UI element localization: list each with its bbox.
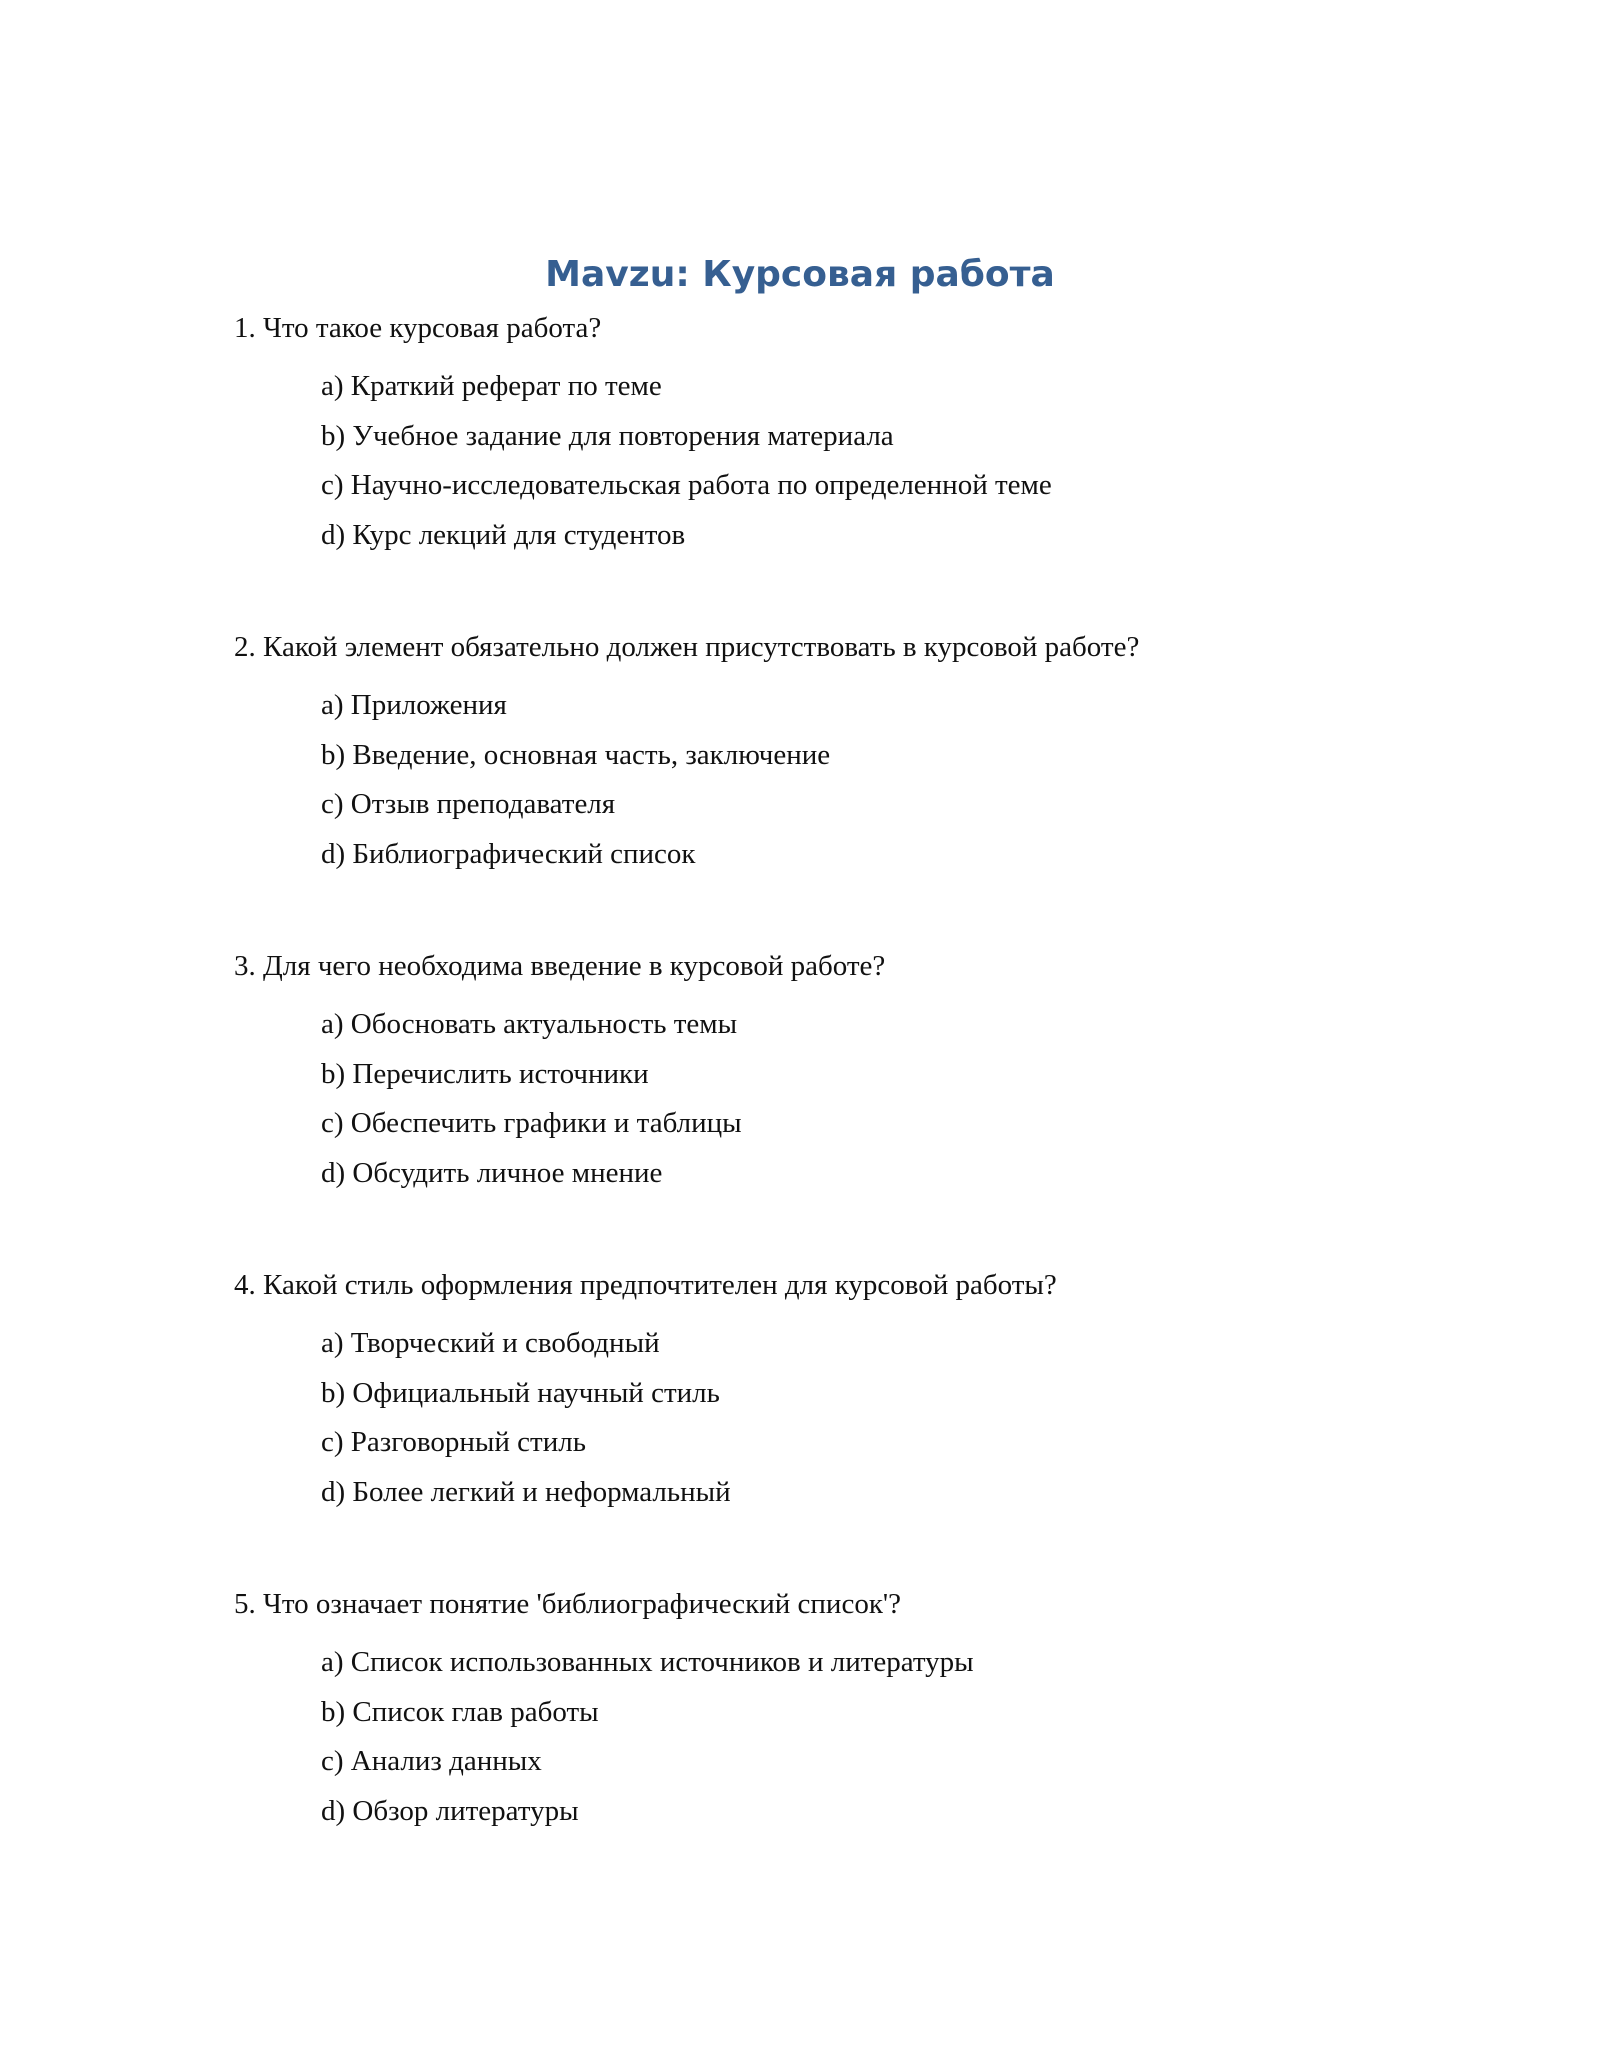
question-text: 5. Что означает понятие 'библиографический список'? <box>234 1588 902 1620</box>
answer-options <box>234 1000 1434 1198</box>
answer-option-d: d) Более легкий и неформальный <box>321 1475 731 1508</box>
answer-option-c: c) Разговорный стиль <box>321 1426 586 1458</box>
answer-option-d: d) Обсудить личное мнение <box>321 1156 663 1189</box>
quiz-list <box>234 306 1434 1901</box>
answer-option-c: c) Отзыв преподавателя <box>321 788 616 820</box>
answer-option-a: a) Обосновать актуальность темы <box>321 1008 738 1040</box>
answer-option-a: a) Творческий и свободный <box>321 1327 660 1359</box>
answer-option-c: c) Научно-исследовательская работа по определенной теме <box>321 469 1052 501</box>
question-text: 3. Для чего необходима введение в курсовой работе? <box>234 950 886 982</box>
answer-options <box>234 681 1434 879</box>
answer-option-d: d) Обзор литературы <box>321 1794 579 1827</box>
answer-option-b: b) Перечислить источники <box>321 1057 649 1090</box>
question-text: 4. Какой стиль оформления предпочтителен для курсовой работы? <box>234 1269 1057 1301</box>
answer-options <box>234 1638 1434 1836</box>
question-2 <box>234 625 1434 879</box>
answer-option-c: c) Анализ данных <box>321 1745 542 1777</box>
answer-option-b: b) Введение, основная часть, заключение <box>321 738 831 771</box>
question-3 <box>234 944 1434 1198</box>
question-text: 1. Что такое курсовая работа? <box>234 312 602 344</box>
answer-option-a: a) Список использованных источников и литературы <box>321 1646 974 1678</box>
answer-option-b: b) Официальный научный стиль <box>321 1376 720 1409</box>
answer-option-c: c) Обеспечить графики и таблицы <box>321 1107 742 1139</box>
question-4 <box>234 1263 1434 1517</box>
question-5 <box>234 1582 1434 1836</box>
answer-option-d: d) Библиографический список <box>321 837 696 870</box>
answer-option-d: d) Курс лекций для студентов <box>321 518 686 551</box>
answer-option-b: b) Учебное задание для повторения материала <box>321 419 894 452</box>
answer-option-a: a) Краткий реферат по теме <box>321 370 662 402</box>
answer-option-b: b) Список глав работы <box>321 1695 599 1728</box>
answer-option-a: a) Приложения <box>321 689 507 721</box>
question-1 <box>234 306 1434 560</box>
answer-options <box>234 1319 1434 1517</box>
question-text: 2. Какой элемент обязательно должен присутствовать в курсовой работе? <box>234 631 1140 663</box>
document-title: Mavzu: Курсовая работа <box>545 254 1055 295</box>
answer-options <box>234 362 1434 560</box>
